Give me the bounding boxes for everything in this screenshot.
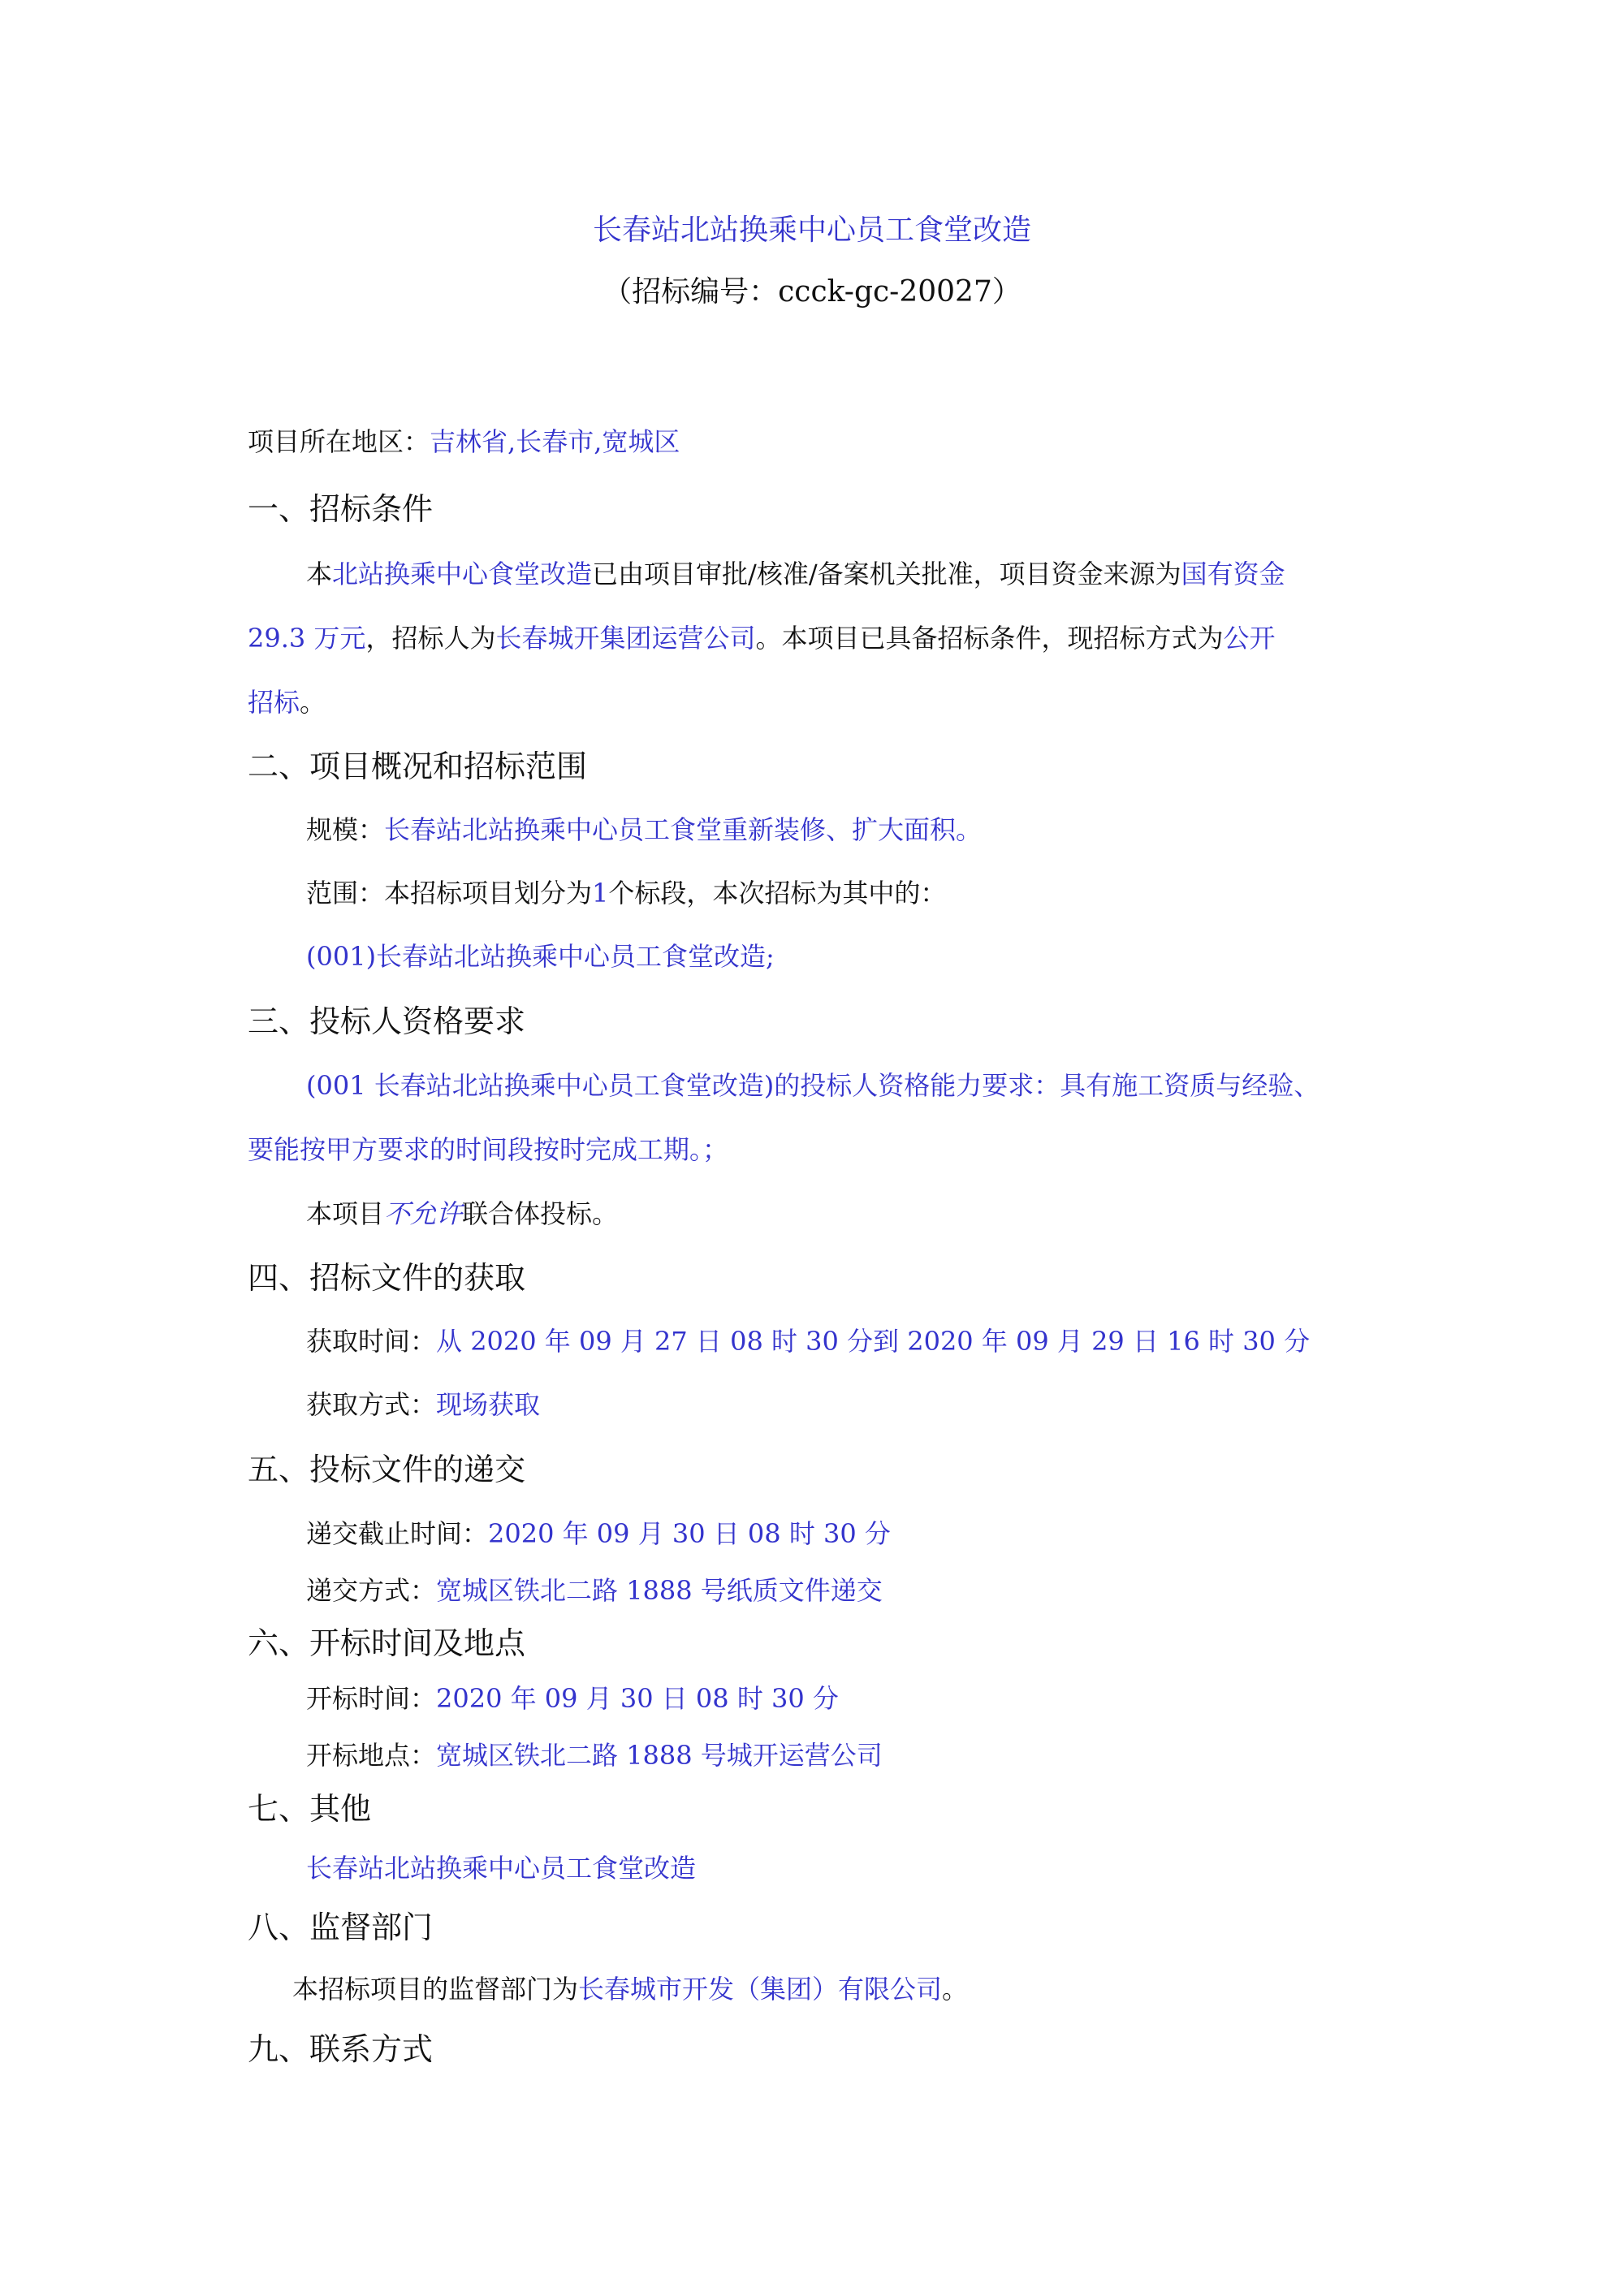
s5-method-label: 递交方式： <box>306 1575 437 1606</box>
s1-project-name: 北站换乘中心食堂改造 <box>332 559 593 589</box>
s6-time <box>306 1681 839 1716</box>
s1-text: ，招标人为 <box>365 623 496 654</box>
s3-consortium-text: 本项目 <box>306 1198 385 1229</box>
s3-requirement-text: ：具有施工资质与经验、 <box>1034 1070 1320 1101</box>
s4-time-value: 从 2020 年 09 月 27 日 08 时 30 分到 2020 年 09 月 29 日 16 时 30 分 <box>436 1326 1311 1357</box>
s8-text-c: 。 <box>942 1974 969 2005</box>
section-3-heading: 三、投标人资格要求 <box>248 1003 526 1039</box>
s1-method: 公开 <box>1223 623 1276 654</box>
s3-consortium-text: 联合体投标。 <box>462 1198 619 1229</box>
bid-number <box>0 274 1624 310</box>
s1-fund-amount: 29.3 万元 <box>248 623 366 654</box>
s1-text: 。本项目已具备招标条件，现招标方式为 <box>755 623 1224 654</box>
s8-supervisor: 长春城市开发（集团）有限公司 <box>578 1974 943 2005</box>
s4-method-label: 获取方式： <box>306 1389 437 1420</box>
s4-method-value: 现场获取 <box>436 1389 541 1420</box>
s4-time <box>306 1323 1310 1359</box>
s1-fund-source: 国有资金 <box>1181 559 1285 589</box>
s6-place-value: 宽城区铁北二路 1888 号城开运营公司 <box>436 1740 883 1771</box>
bid-number-text: （招标编号：ccck-gc-20027） <box>603 275 1021 309</box>
s6-place-label: 开标地点： <box>306 1740 437 1771</box>
s8-text-a: 本招标项目的监督部门为 <box>292 1974 579 2005</box>
document-title: 长春站北站换乘中心员工食堂改造 <box>592 214 1031 247</box>
s6-time-label: 开标时间： <box>306 1683 437 1714</box>
s1-text: 已由项目审批/核准/备案机关批准，项目资金来源为 <box>592 559 1181 589</box>
s5-deadline <box>306 1516 891 1552</box>
section-2-heading: 二、项目概况和招标范围 <box>248 749 588 784</box>
region-label: 项目所在地区： <box>248 426 430 457</box>
s2-lot-item: (001)长春站北站换乘中心员工食堂改造; <box>306 941 775 972</box>
s2-scale-label: 规模： <box>306 814 385 845</box>
section-6-heading: 六、开标时间及地点 <box>248 1625 526 1661</box>
s1-paragraph-line-2 <box>248 620 1276 656</box>
s2-scale <box>306 812 982 848</box>
section-9-heading: 九、联系方式 <box>248 2031 434 2067</box>
s5-deadline-label: 递交截止时间： <box>306 1518 489 1549</box>
project-region <box>248 424 680 460</box>
s3-consortium-value: 不允许 <box>384 1198 463 1229</box>
s5-method <box>306 1573 883 1608</box>
s2-range-text: 个标段，本次招标为其中的： <box>608 878 947 908</box>
section-8-heading: 八、监督部门 <box>248 1910 434 1945</box>
s1-text: 。 <box>300 687 326 718</box>
s3-requirement-lot: (001 长春站北站换乘中心员工食堂改造)的投标人资格能力要求 <box>306 1070 1034 1101</box>
s2-scale-value: 长春站北站换乘中心员工食堂重新装修、扩大面积。 <box>384 814 983 845</box>
s1-method-cont: 招标 <box>248 687 300 718</box>
s8-text <box>292 1971 968 2007</box>
s2-lot-count: 1 <box>592 878 609 908</box>
region-value: 吉林省,长春市,宽城区 <box>430 426 680 457</box>
s5-method-value: 宽城区铁北二路 1888 号纸质文件递交 <box>436 1575 883 1606</box>
s4-method <box>306 1387 540 1422</box>
s6-time-value: 2020 年 09 月 30 日 08 时 30 分 <box>436 1683 839 1714</box>
s5-deadline-value: 2020 年 09 月 30 日 08 时 30 分 <box>488 1518 891 1549</box>
section-7-heading: 七、其他 <box>248 1791 372 1827</box>
s1-text: 本 <box>306 559 333 589</box>
s3-requirement-line-1 <box>306 1068 1320 1103</box>
s2-range <box>306 875 946 911</box>
section-5-heading: 五、投标文件的递交 <box>248 1452 526 1487</box>
s6-place <box>306 1737 883 1773</box>
section-1-heading: 一、招标条件 <box>248 491 434 527</box>
s1-paragraph-line-3 <box>248 684 326 720</box>
s7-text: 长春站北站换乘中心员工食堂改造 <box>306 1853 697 1884</box>
s3-requirement-line-2: 要能按甲方要求的时间段按时完成工期。； <box>248 1134 729 1165</box>
s2-range-text: 范围：本招标项目划分为 <box>306 878 593 908</box>
s3-consortium <box>306 1196 618 1232</box>
s4-time-label: 获取时间： <box>306 1326 437 1357</box>
section-4-heading: 四、招标文件的获取 <box>248 1260 526 1296</box>
s1-tenderer: 长春城开集团运营公司 <box>495 623 756 654</box>
s1-paragraph-line-1 <box>306 556 1285 592</box>
